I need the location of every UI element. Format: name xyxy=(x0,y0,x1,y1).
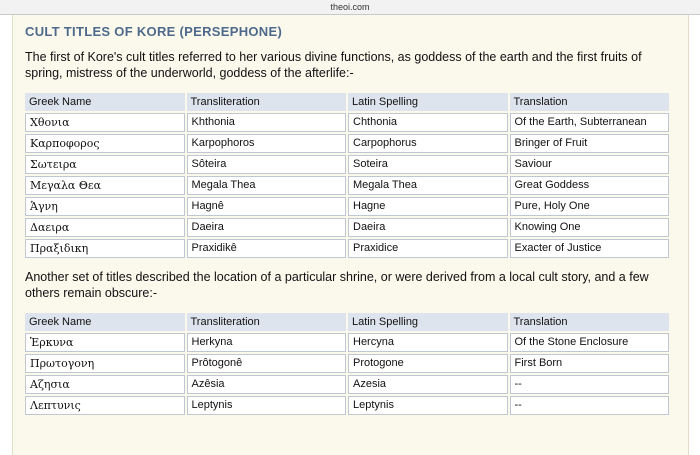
cell-transliteration: Azêsia xyxy=(187,375,347,394)
cell-latin-spelling: Leptynis xyxy=(348,396,508,415)
cell-translation: -- xyxy=(510,375,670,394)
cell-transliteration: Praxidikê xyxy=(187,239,347,258)
cell-greek-name: Μεγαλα Θεα xyxy=(25,176,185,195)
table-row xyxy=(25,239,669,258)
cell-greek-name: Αζησια xyxy=(25,375,185,394)
cell-latin-spelling: Hagne xyxy=(348,197,508,216)
cell-translation: Of the Earth, Subterranean xyxy=(510,113,670,132)
cell-greek-name: Σωτειρα xyxy=(25,155,185,174)
cell-translation: First Born xyxy=(510,354,670,373)
cell-latin-spelling: Daeira xyxy=(348,218,508,237)
cell-transliteration: Hagnê xyxy=(187,197,347,216)
cell-transliteration: Khthonia xyxy=(187,113,347,132)
cell-latin-spelling: Carpophorus xyxy=(348,134,508,153)
header-latin-spelling: Latin Spelling xyxy=(348,93,508,111)
header-translation: Translation xyxy=(510,93,670,111)
cell-greek-name: Χθονια xyxy=(25,113,185,132)
header-greek-name: Greek Name xyxy=(25,93,185,111)
table-row xyxy=(25,375,669,394)
cell-greek-name: Καρποφορος xyxy=(25,134,185,153)
cell-latin-spelling: Soteira xyxy=(348,155,508,174)
cell-translation: Knowing One xyxy=(510,218,670,237)
header-transliteration: Transliteration xyxy=(187,93,347,111)
header-translation: Translation xyxy=(510,313,670,331)
url-text: theoi.com xyxy=(330,2,370,12)
table-row xyxy=(25,155,669,174)
cell-transliteration: Prôtogonê xyxy=(187,354,347,373)
cell-translation: Of the Stone Enclosure xyxy=(510,333,670,352)
intro-paragraph-2: Another set of titles described the location of a particular shrine, or were derived from a local cult story, and a few others remain obscure:- xyxy=(25,270,649,300)
cult-titles-table-2 xyxy=(23,311,671,417)
table-row xyxy=(25,354,669,373)
table-row xyxy=(25,396,669,415)
cell-translation: Bringer of Fruit xyxy=(510,134,670,153)
table-row xyxy=(25,333,669,352)
header-transliteration: Transliteration xyxy=(187,313,347,331)
cell-translation: Saviour xyxy=(510,155,670,174)
table-row xyxy=(25,218,669,237)
cell-greek-name: Ἑρκυνα xyxy=(25,333,185,352)
cell-latin-spelling: Chthonia xyxy=(348,113,508,132)
table-header-row xyxy=(25,93,669,111)
header-latin-spelling: Latin Spelling xyxy=(348,313,508,331)
cell-translation: -- xyxy=(510,396,670,415)
cell-translation: Exacter of Justice xyxy=(510,239,670,258)
cell-greek-name: Πραξιδικη xyxy=(25,239,185,258)
page-body xyxy=(12,15,689,455)
browser-url-bar[interactable] xyxy=(0,0,700,15)
cell-transliteration: Leptynis xyxy=(187,396,347,415)
table-row xyxy=(25,134,669,153)
cell-translation: Great Goddess xyxy=(510,176,670,195)
cell-transliteration: Herkyna xyxy=(187,333,347,352)
cell-greek-name: Πρωτογονη xyxy=(25,354,185,373)
header-greek-name: Greek Name xyxy=(25,313,185,331)
cell-transliteration: Daeira xyxy=(187,218,347,237)
table-row xyxy=(25,176,669,195)
intro-paragraph-1: The first of Kore's cult titles referred to her various divine functions, as goddess of the earth and the first fruits of spring, mistress of the underworld, goddess of the afterlife:- xyxy=(25,50,642,80)
cell-latin-spelling: Megala Thea xyxy=(348,176,508,195)
cell-transliteration: Sôteira xyxy=(187,155,347,174)
cell-greek-name: Λεπτυνις xyxy=(25,396,185,415)
table-header-row xyxy=(25,313,669,331)
page-title: CULT TITLES OF KORE (PERSEPHONE) xyxy=(25,24,283,39)
cell-greek-name: Δαειρα xyxy=(25,218,185,237)
cell-latin-spelling: Hercyna xyxy=(348,333,508,352)
cult-titles-table-1 xyxy=(23,91,671,260)
table-row xyxy=(25,113,669,132)
cell-greek-name: Ἁγνη xyxy=(25,197,185,216)
cell-latin-spelling: Praxidice xyxy=(348,239,508,258)
cell-latin-spelling: Azesia xyxy=(348,375,508,394)
cell-latin-spelling: Protogone xyxy=(348,354,508,373)
cell-translation: Pure, Holy One xyxy=(510,197,670,216)
table-row xyxy=(25,197,669,216)
cell-transliteration: Karpophoros xyxy=(187,134,347,153)
cell-transliteration: Megala Thea xyxy=(187,176,347,195)
